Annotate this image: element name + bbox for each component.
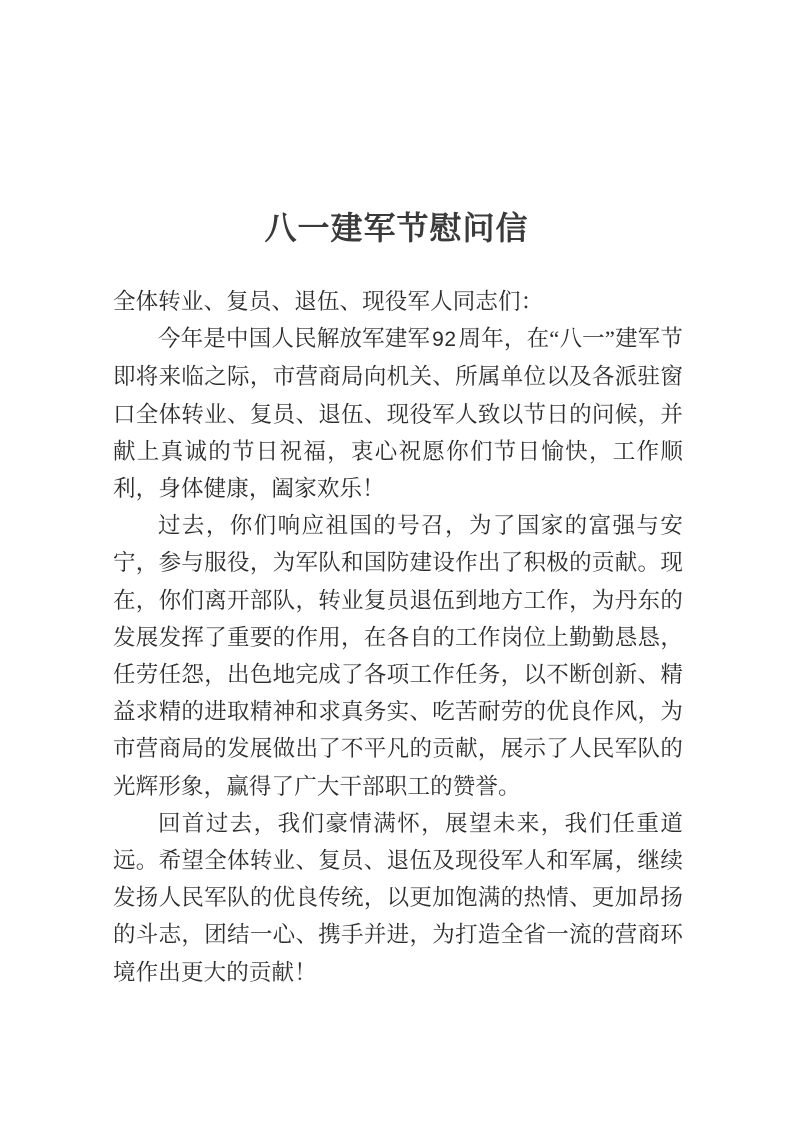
document-body — [113, 283, 683, 991]
body-paragraph-2: 过去，你们响应祖国的号召，为了国家的富强与安宁，参与服役，为军队和国防建设作出了积极的贡献。现在，你们离开部队，转业复员退伍到地方工作，为丹东的发展发挥了重要的作用，在各自的工作岗位上勤勤恳恳，任劳任怨，出色地完成了各项工作任务，以不断创新、精益求精的进取精神和求真务实、吃苦耐劳的优良作风，为市营商局的发展做出了不平凡的贡献，展示了人民军队的光辉形象，赢得了广大干部职工的赞誉。 — [113, 513, 683, 799]
inline-number: 92 — [432, 328, 457, 352]
salutation-line: 全体转业、复员、退伍、现役军人同志们： — [113, 289, 544, 314]
page-title: 八一建军节慰问信 — [264, 210, 529, 247]
body-paragraph-3: 回首过去，我们豪情满怀，展望未来，我们任重道远。希望全体转业、复员、退伍及现役军人和军属，继续发扬人民军队的优良传统，以更加饱满的热情、更加昂扬的斗志，团结一心、携手并进，为打造全省一流的营商环境作出更大的贡献！ — [113, 810, 683, 985]
body-paragraph-1: 今年是中国人民解放军建军92周年，在“八一”建军节即将来临之际，市营商局向机关、所属单位以及各派驻窗口全体转业、复员、退伍、现役军人致以节日的问候，并献上真诚的节日祝福，衷心祝愿你们节日愉快，工作顺利，身体健康，阖家欢乐！ — [113, 326, 683, 502]
